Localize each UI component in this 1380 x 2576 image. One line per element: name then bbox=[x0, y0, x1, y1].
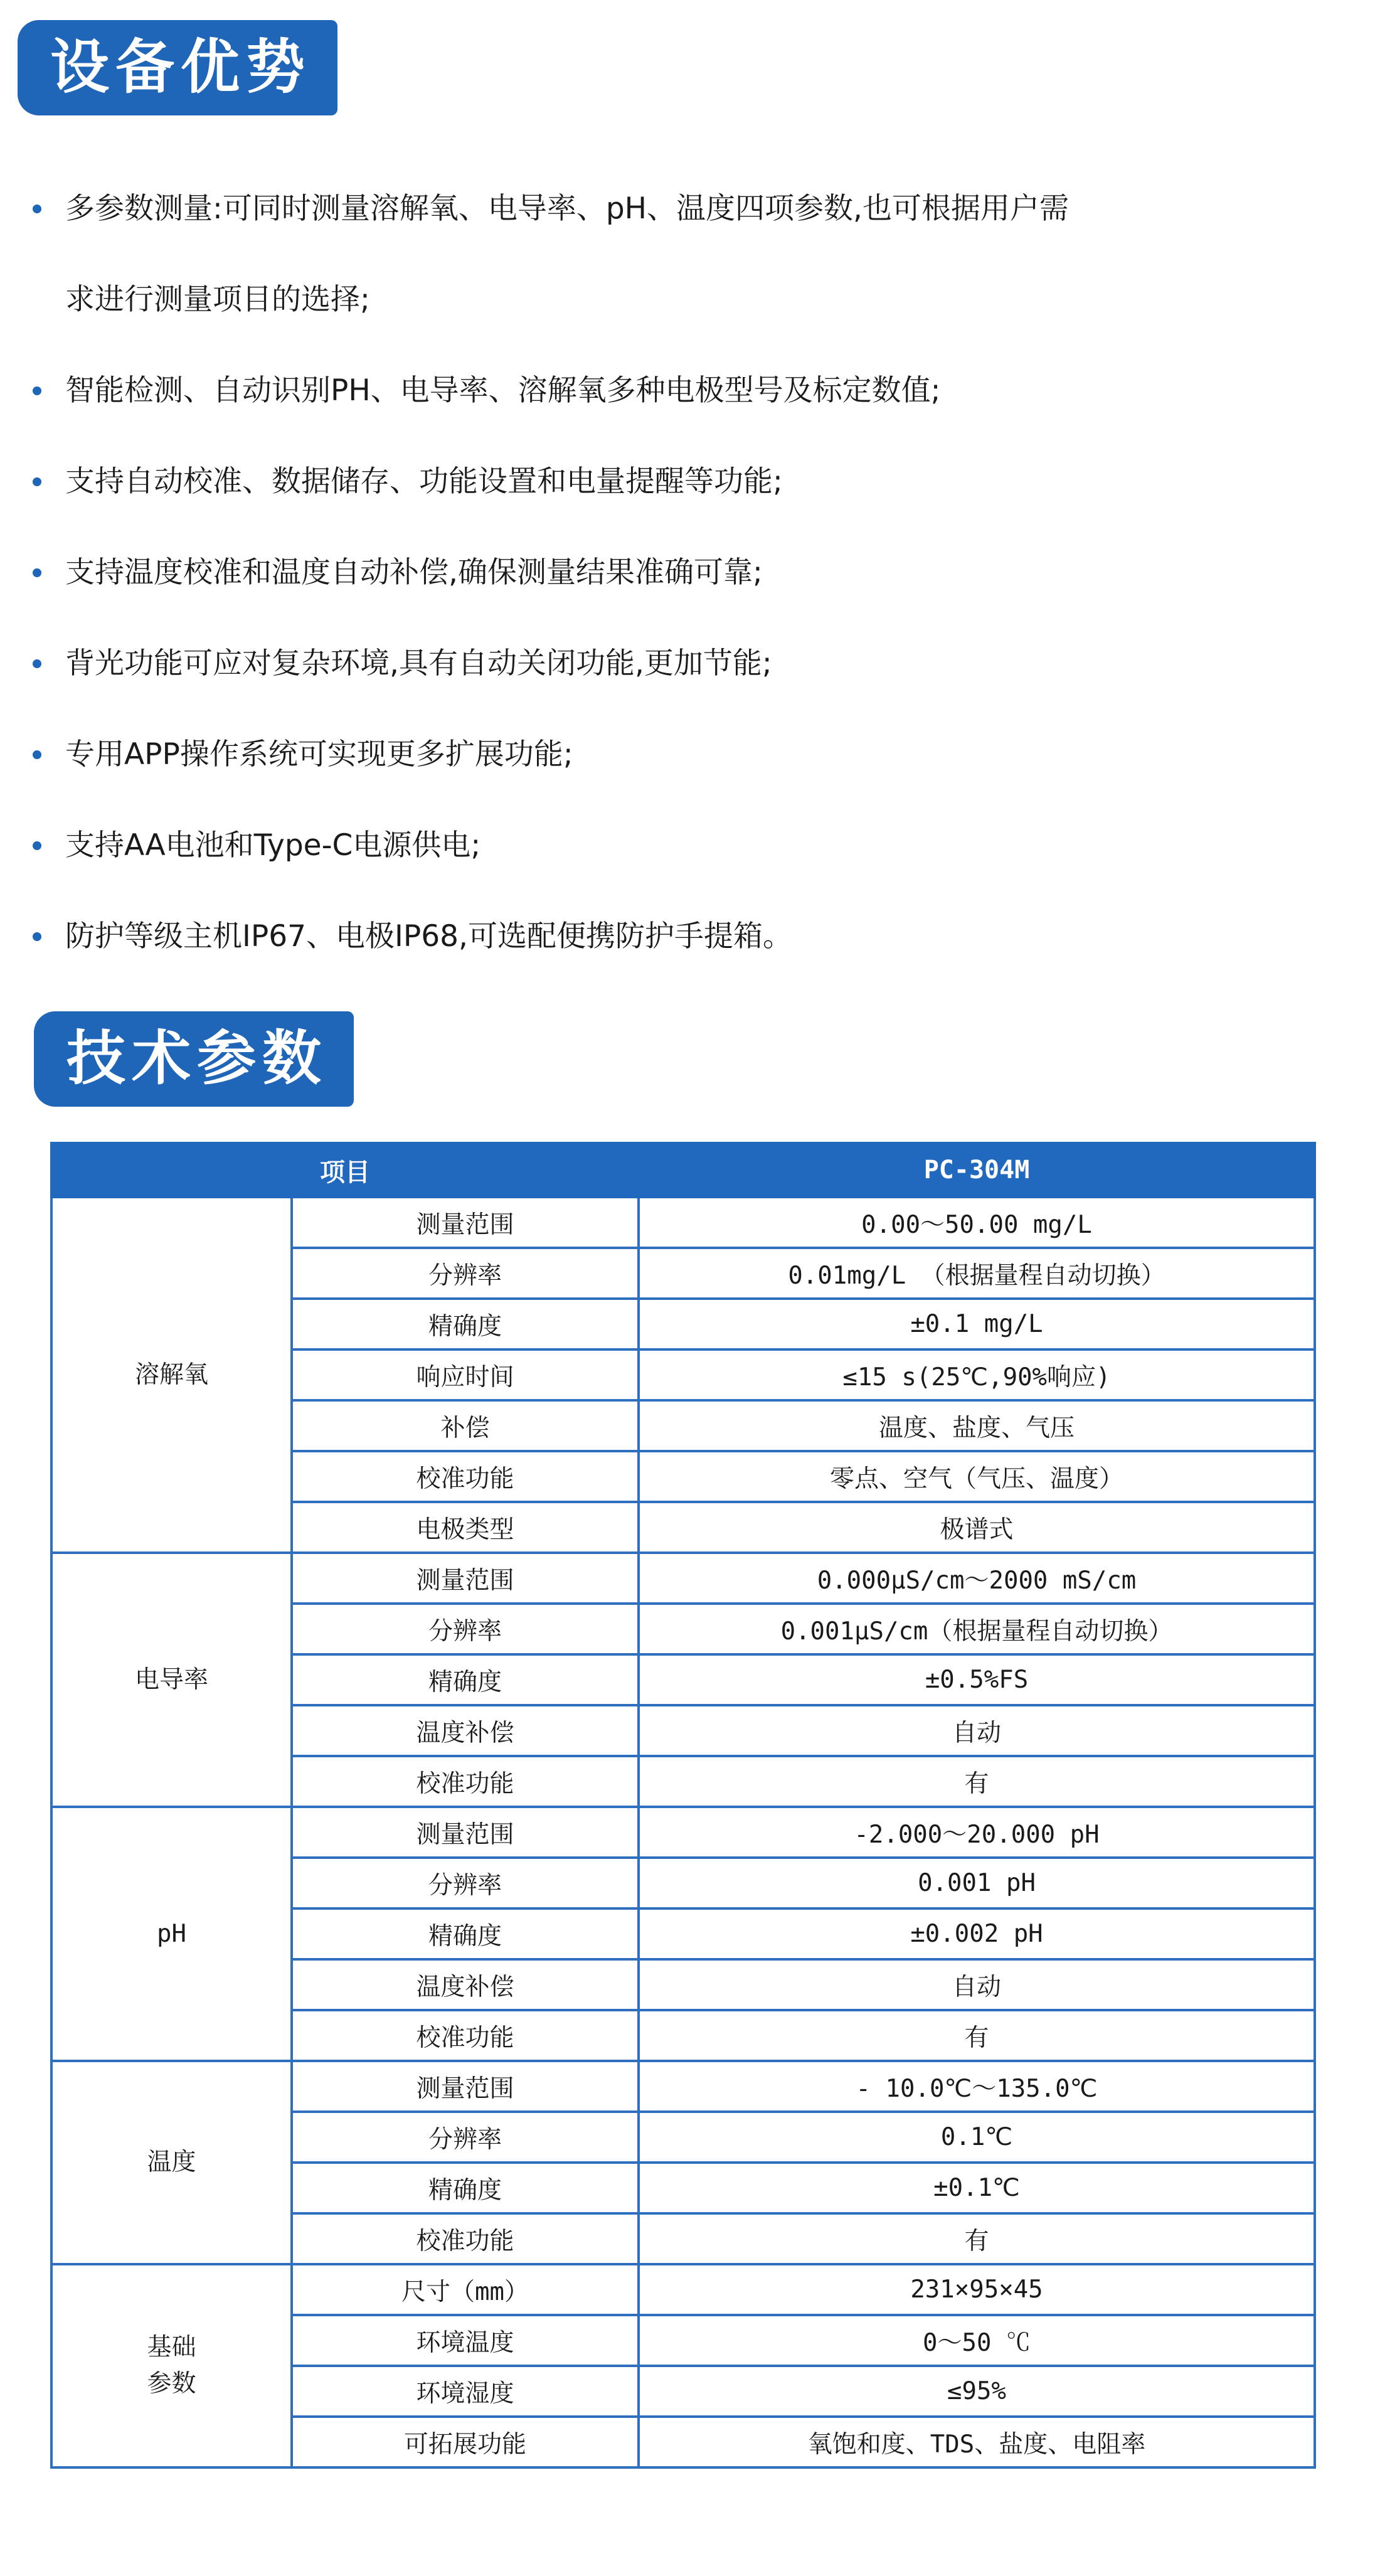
advantage-item bbox=[30, 891, 1069, 982]
spec-item: 测量范围 bbox=[292, 2061, 639, 2112]
spec-item: 精确度 bbox=[292, 1299, 639, 1349]
spec-item: 响应时间 bbox=[292, 1349, 639, 1400]
bullet-dot-icon bbox=[33, 386, 41, 395]
spec-value: 0.000μS/cm～2000 mS/cm bbox=[639, 1553, 1315, 1604]
advantage-item bbox=[30, 709, 1069, 800]
spec-value: ≤15 s(25℃,90%响应) bbox=[639, 1349, 1315, 1400]
table-row bbox=[51, 2061, 1315, 2112]
spec-value: -2.000～20.000 pH bbox=[639, 1807, 1315, 1858]
advantage-item bbox=[30, 436, 1069, 527]
header-model: PC-304M bbox=[639, 1143, 1315, 1197]
bullet-dot-icon bbox=[33, 750, 41, 759]
spec-value: 0～50 ℃ bbox=[639, 2315, 1315, 2366]
group-conductivity: 电导率 bbox=[51, 1553, 292, 1807]
spec-value: 有 bbox=[639, 2213, 1315, 2264]
spec-item: 校准功能 bbox=[292, 2213, 639, 2264]
advantage-item-continuation bbox=[30, 254, 1069, 345]
advantage-item bbox=[30, 163, 1069, 254]
spec-item: 环境湿度 bbox=[292, 2366, 639, 2417]
advantage-text: 支持自动校准、数据储存、功能设置和电量提醒等功能; bbox=[65, 464, 783, 499]
spec-item: 测量范围 bbox=[292, 1197, 639, 1248]
spec-value: 0.00～50.00 mg/L bbox=[639, 1197, 1315, 1248]
spec-item: 分辨率 bbox=[292, 1858, 639, 1908]
table-row bbox=[51, 1197, 1315, 1248]
spec-value: - 10.0℃～135.0℃ bbox=[639, 2061, 1315, 2112]
spec-value: ±0.1 mg/L bbox=[639, 1299, 1315, 1349]
spec-value: 0.001μS/cm（根据量程自动切换） bbox=[639, 1604, 1315, 1654]
spec-item: 补偿 bbox=[292, 1400, 639, 1451]
spec-item: 可拓展功能 bbox=[292, 2417, 639, 2467]
spec-item: 环境温度 bbox=[292, 2315, 639, 2366]
spec-value: 自动 bbox=[639, 1705, 1315, 1756]
spec-item: 分辨率 bbox=[292, 2112, 639, 2163]
table-header-row bbox=[51, 1143, 1315, 1197]
group-basic-params bbox=[51, 2264, 292, 2467]
spec-item: 温度补偿 bbox=[292, 1705, 639, 1756]
spec-item: 测量范围 bbox=[292, 1553, 639, 1604]
spec-value: 有 bbox=[639, 2010, 1315, 2061]
advantage-text: 专用APP操作系统可实现更多扩展功能; bbox=[65, 737, 573, 772]
advantage-text: 智能检测、自动识别PH、电导率、溶解氧多种电极型号及标定数值; bbox=[65, 373, 941, 408]
header-item: 项目 bbox=[51, 1143, 639, 1197]
spec-value: ≤95% bbox=[639, 2366, 1315, 2417]
spec-value: ±0.1℃ bbox=[639, 2163, 1315, 2213]
spec-item: 电极类型 bbox=[292, 1502, 639, 1553]
spec-value: 有 bbox=[639, 1756, 1315, 1807]
advantage-item bbox=[30, 800, 1069, 891]
advantages-list bbox=[30, 163, 1069, 982]
table-row bbox=[51, 2264, 1315, 2315]
advantage-text: 背光功能可应对复杂环境,具有自动关闭功能,更加节能; bbox=[65, 646, 772, 681]
spec-item: 校准功能 bbox=[292, 1756, 639, 1807]
spec-value: 0.001 pH bbox=[639, 1858, 1315, 1908]
table-row bbox=[51, 1807, 1315, 1858]
bullet-dot-icon bbox=[33, 932, 41, 941]
spec-value: 231×95×45 bbox=[639, 2264, 1315, 2315]
spec-item: 分辨率 bbox=[292, 1248, 639, 1299]
spec-value: 氧饱和度、TDS、盐度、电阻率 bbox=[639, 2417, 1315, 2467]
section-title-advantages: 设备优势 bbox=[18, 20, 337, 115]
spec-table bbox=[50, 1142, 1316, 2469]
advantage-text: 防护等级主机IP67、电极IP68,可选配便携防护手提箱。 bbox=[65, 919, 792, 954]
group-dissolved-oxygen: 溶解氧 bbox=[51, 1197, 292, 1553]
advantage-text: 求进行测量项目的选择; bbox=[65, 282, 370, 317]
advantage-item bbox=[30, 345, 1069, 436]
advantage-text: 支持温度校准和温度自动补偿,确保测量结果准确可靠; bbox=[65, 555, 763, 590]
bullet-dot-icon bbox=[33, 659, 41, 668]
spec-value: ±0.002 pH bbox=[639, 1908, 1315, 1959]
spec-value: 温度、盐度、气压 bbox=[639, 1400, 1315, 1451]
spec-item: 精确度 bbox=[292, 1908, 639, 1959]
advantage-item bbox=[30, 527, 1069, 618]
section-title-specs: 技术参数 bbox=[34, 1011, 354, 1107]
group-name-line: 参数 bbox=[147, 2370, 196, 2398]
table-row bbox=[51, 1553, 1315, 1604]
group-ph: pH bbox=[51, 1807, 292, 2061]
spec-item: 精确度 bbox=[292, 1654, 639, 1705]
group-temperature: 温度 bbox=[51, 2061, 292, 2264]
spec-item: 校准功能 bbox=[292, 1451, 639, 1502]
spec-value: 自动 bbox=[639, 1959, 1315, 2010]
advantage-text: 多参数测量:可同时测量溶解氧、电导率、pH、温度四项参数,也可根据用户需 bbox=[65, 191, 1069, 226]
bullet-dot-icon bbox=[33, 477, 41, 486]
spec-item: 尺寸（mm） bbox=[292, 2264, 639, 2315]
bullet-dot-icon bbox=[33, 568, 41, 577]
spec-value: 0.1℃ bbox=[639, 2112, 1315, 2163]
group-name-line: 基础 bbox=[147, 2333, 196, 2361]
advantage-text: 支持AA电池和Type-C电源供电; bbox=[65, 828, 481, 863]
spec-item: 精确度 bbox=[292, 2163, 639, 2213]
bullet-dot-icon bbox=[33, 841, 41, 850]
spec-item: 温度补偿 bbox=[292, 1959, 639, 2010]
spec-item: 测量范围 bbox=[292, 1807, 639, 1858]
spec-value: ±0.5%FS bbox=[639, 1654, 1315, 1705]
spec-item: 分辨率 bbox=[292, 1604, 639, 1654]
advantage-item bbox=[30, 618, 1069, 709]
bullet-dot-icon bbox=[33, 205, 41, 213]
spec-item: 校准功能 bbox=[292, 2010, 639, 2061]
spec-value: 极谱式 bbox=[639, 1502, 1315, 1553]
spec-value: 零点、空气（气压、温度） bbox=[639, 1451, 1315, 1502]
spec-value: 0.01mg/L （根据量程自动切换） bbox=[639, 1248, 1315, 1299]
